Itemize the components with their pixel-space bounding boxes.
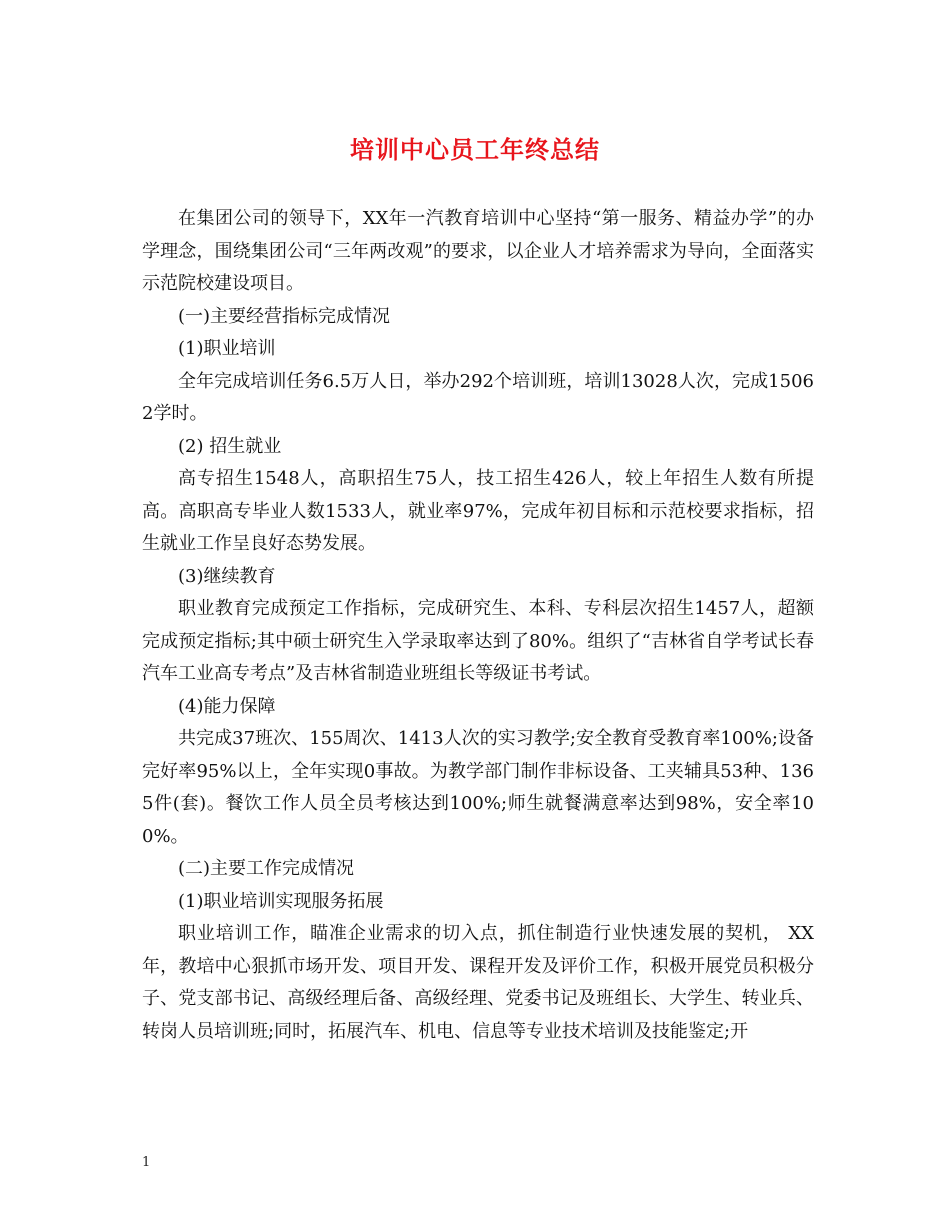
paragraph-intro: 在集团公司的领导下，XX年一汽教育培训中心坚持“第一服务、精益办学”的办学理念，围绕集团公司“三年两改观”的要求，以企业人才培养需求为导向，全面落实示范院校建设项目。 bbox=[142, 208, 814, 294]
document-body bbox=[142, 203, 814, 1048]
section-heading-kpi: (一)主要经营指标完成情况 bbox=[178, 305, 391, 327]
paragraph-continuing-education: 职业教育完成预定工作指标，完成研究生、本科、专科层次招生1457人，超额完成预定指标;其中硕士研究生入学录取率达到了80%。组织了“吉林省自学考试长春汽车工业高专考点”及吉林省制造业班组长等级证书考试。 bbox=[142, 598, 814, 684]
section-heading-work: (二)主要工作完成情况 bbox=[178, 858, 355, 879]
paragraph-enrollment: 高专招生1548人，高职招生75人，技工招生426人，较上年招生人数有所提高。高职高专毕业人数1533人，就业率97%，完成年初目标和示范校要求指标，招生就业工作呈良好态势发展。 bbox=[142, 468, 814, 554]
document-title: 培训中心员工年终总结 bbox=[350, 135, 600, 164]
subheading-training-expansion: (1)职业培训实现服务拓展 bbox=[178, 890, 384, 912]
paragraph-capability: 共完成37班次、155周次、1413人次的实习教学;安全教育受教育率100%;设备完好率95%以上，全年实现0事故。为教学部门制作非标设备、工夹辅具53种、1365件(套)。餐饮工作人员全员考核达到100%;师生就餐满意率达到98%，安全率100%。 bbox=[142, 728, 814, 847]
subheading-enrollment: (2) 招生就业 bbox=[178, 435, 282, 457]
subheading-continuing-education: (3)继续教育 bbox=[178, 565, 276, 587]
subheading-vocational-training: (1)职业培训 bbox=[178, 338, 276, 359]
page-number: 1 bbox=[142, 1155, 151, 1170]
subheading-capability: (4)能力保障 bbox=[178, 695, 276, 717]
paragraph-training-expansion: 职业培训工作，瞄准企业需求的切入点，抓住制造行业快速发展的契机， XX年，教培中心狠抓市场开发、项目开发、课程开发及评价工作，积极开展党员积极分子、党支部书记、高级经理后备、高级经理、党委书记及班组长、大学生、转业兵、转岗人员培训班;同时，拓展汽车、机电、信息等专业技术培训及技能鉴定;开 bbox=[142, 923, 814, 1042]
paragraph-vocational-training: 全年完成培训任务6.5万人日，举办292个培训班，培训13028人次，完成15062学时。 bbox=[142, 370, 814, 424]
